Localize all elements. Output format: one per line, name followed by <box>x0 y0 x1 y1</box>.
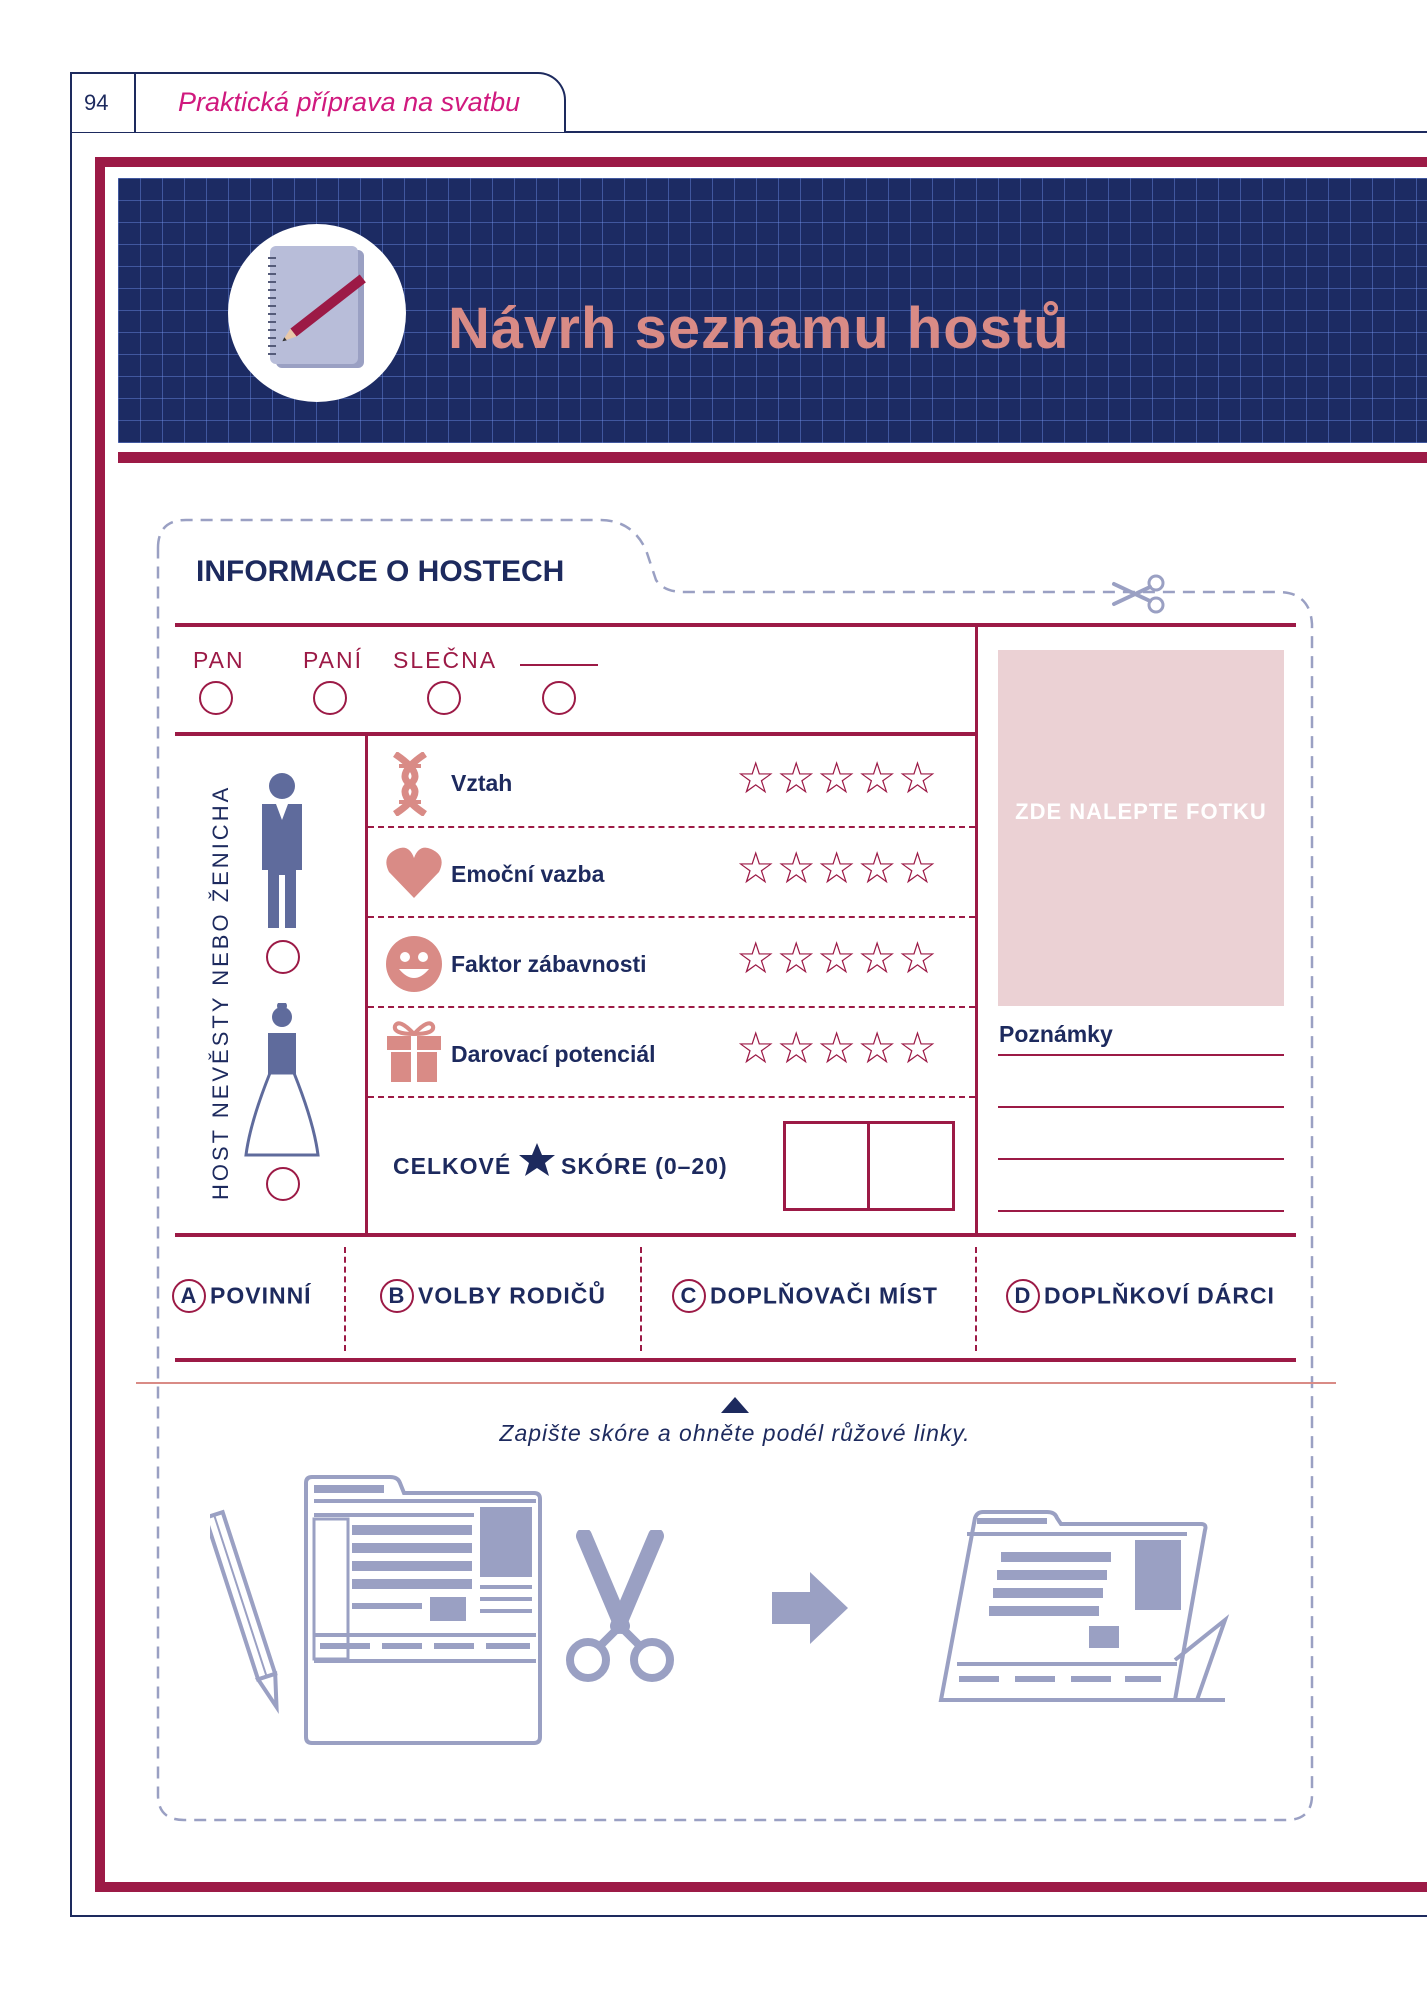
category-separator <box>640 1247 642 1351</box>
checkbox-slecna[interactable] <box>427 681 461 715</box>
row-separator <box>368 826 975 828</box>
dna-icon <box>385 752 435 821</box>
row-separator <box>368 916 975 918</box>
fold-line <box>136 1382 1336 1384</box>
rule-categories <box>175 1358 1296 1362</box>
stars-emocni[interactable]: ☆☆☆☆☆ <box>736 844 939 893</box>
note-line[interactable] <box>998 1210 1284 1212</box>
stars-zabavnost[interactable]: ☆☆☆☆☆ <box>736 934 939 983</box>
rating-label-emocni: Emoční vazba <box>451 861 605 887</box>
photo-placeholder-text: ZDE NALEPTE FOTKU <box>1015 799 1267 824</box>
gift-icon <box>385 1018 443 1089</box>
stars-vztah[interactable]: ☆☆☆☆☆ <box>736 754 939 803</box>
checkbox-pani[interactable] <box>313 681 347 715</box>
category-b[interactable] <box>380 1279 606 1313</box>
checkbox-pan[interactable] <box>199 681 233 715</box>
category-d-letter: D <box>1006 1279 1040 1313</box>
photo-placeholder <box>998 650 1284 1006</box>
category-separator <box>344 1247 346 1351</box>
category-c-letter: C <box>672 1279 706 1313</box>
note-line[interactable] <box>998 1106 1284 1108</box>
score-label-left: CELKOVÉ <box>393 1153 512 1179</box>
smiley-icon <box>385 935 443 998</box>
scissors-icon <box>1110 572 1170 621</box>
running-title: Praktická příprava na svatbu <box>178 87 521 117</box>
salutation-pani: PANÍ <box>303 647 363 673</box>
star-icon <box>518 1142 556 1183</box>
score-label-right: SKÓRE (0–20) <box>561 1153 728 1179</box>
heart-icon <box>385 846 443 905</box>
notes-title: Poznámky <box>999 1021 1113 1047</box>
checkbox-bride[interactable] <box>266 1167 300 1201</box>
page-number: 94 <box>84 90 109 115</box>
category-d-label: DOPLŇKOVÍ DÁRCI <box>1044 1282 1275 1309</box>
fold-arrow-icon <box>721 1397 749 1413</box>
divider-side <box>365 734 368 1235</box>
checkbox-other[interactable] <box>542 681 576 715</box>
salutation-pan: PAN <box>193 647 245 673</box>
folded-card-icon <box>935 1510 1230 1715</box>
rule-top <box>175 623 1296 627</box>
category-c-label: DOPLŇOVAČI MÍST <box>710 1282 938 1309</box>
category-separator <box>975 1247 977 1351</box>
pencil-icon <box>210 1500 280 1725</box>
salutation-blank-line <box>520 664 598 666</box>
salutation-slecna: SLEČNA <box>393 647 498 673</box>
score-box-divider <box>867 1121 870 1211</box>
rating-label-zabavnost: Faktor zábavnosti <box>451 951 647 977</box>
groom-icon <box>252 770 312 935</box>
category-a[interactable] <box>172 1279 312 1313</box>
rating-label-vztah: Vztah <box>451 770 513 796</box>
rule-bottom <box>175 1233 1296 1237</box>
checkbox-groom[interactable] <box>266 940 300 974</box>
divider-photo <box>975 623 978 1235</box>
category-a-label: POVINNÍ <box>210 1282 312 1309</box>
note-line[interactable] <box>998 1054 1284 1056</box>
category-b-label: VOLBY RODIČŮ <box>418 1282 606 1309</box>
category-c[interactable] <box>672 1279 938 1313</box>
row-separator <box>368 1006 975 1008</box>
scissors-large-icon <box>560 1530 680 1695</box>
rule-salutation <box>175 732 975 736</box>
fold-instruction: Zapište skóre a ohněte podél růžové linky. <box>499 1420 971 1446</box>
category-a-letter: A <box>172 1279 206 1313</box>
card-thumbnail-icon <box>300 1473 545 1750</box>
page-title: Návrh seznamu hostů <box>448 296 1070 361</box>
arrow-right-icon <box>770 1570 850 1651</box>
side-label: HOST NEVĚSTY NEBO ŽENICHA <box>208 784 233 1200</box>
note-line[interactable] <box>998 1158 1284 1160</box>
bride-icon <box>242 1003 322 1168</box>
rating-label-darovaci: Darovací potenciál <box>451 1041 656 1067</box>
row-separator <box>368 1096 975 1098</box>
stars-darovaci[interactable]: ☆☆☆☆☆ <box>736 1024 939 1073</box>
card-title: INFORMACE O HOSTECH <box>196 555 565 588</box>
category-d[interactable] <box>1006 1279 1275 1313</box>
category-b-letter: B <box>380 1279 414 1313</box>
